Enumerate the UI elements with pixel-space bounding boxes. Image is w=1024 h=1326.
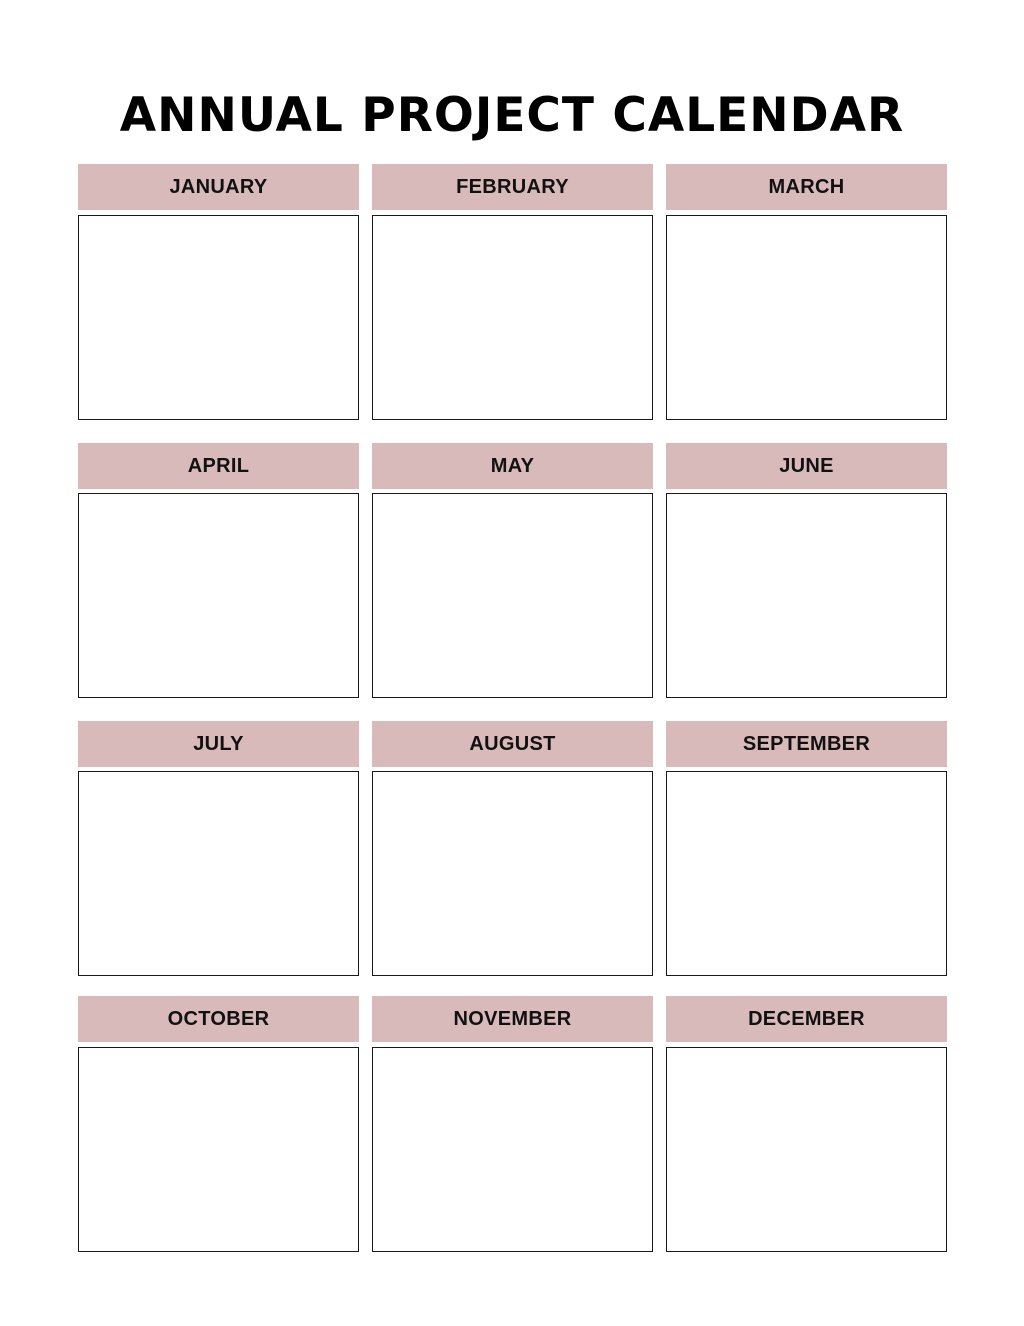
- month-october: [78, 996, 359, 1042]
- month-header: MARCH: [666, 164, 947, 210]
- month-notes-box[interactable]: [78, 493, 359, 698]
- month-notes-box[interactable]: [372, 771, 653, 976]
- month-header: FEBRUARY: [372, 164, 653, 210]
- month-header: MAY: [372, 443, 653, 489]
- month-notes-box[interactable]: [666, 1047, 947, 1252]
- month-july: [78, 721, 359, 767]
- month-november: [372, 996, 653, 1042]
- month-march: [666, 164, 947, 210]
- month-december: [666, 996, 947, 1042]
- month-notes-box[interactable]: [78, 1047, 359, 1252]
- month-header: JUNE: [666, 443, 947, 489]
- month-may: [372, 443, 653, 489]
- month-june: [666, 443, 947, 489]
- month-notes-box[interactable]: [372, 215, 653, 420]
- month-notes-box[interactable]: [666, 215, 947, 420]
- month-header: NOVEMBER: [372, 996, 653, 1042]
- month-header: AUGUST: [372, 721, 653, 767]
- month-notes-box[interactable]: [372, 1047, 653, 1252]
- month-september: [666, 721, 947, 767]
- month-notes-box[interactable]: [666, 493, 947, 698]
- month-header: JANUARY: [78, 164, 359, 210]
- month-notes-box[interactable]: [372, 493, 653, 698]
- month-notes-box[interactable]: [666, 771, 947, 976]
- month-header: SEPTEMBER: [666, 721, 947, 767]
- month-notes-box[interactable]: [78, 771, 359, 976]
- month-header: DECEMBER: [666, 996, 947, 1042]
- month-header: JULY: [78, 721, 359, 767]
- page-title: ANNUAL PROJECT CALENDAR: [119, 88, 905, 143]
- month-august: [372, 721, 653, 767]
- month-april: [78, 443, 359, 489]
- month-header: APRIL: [78, 443, 359, 489]
- month-header: OCTOBER: [78, 996, 359, 1042]
- month-january: [78, 164, 359, 210]
- month-february: [372, 164, 653, 210]
- month-notes-box[interactable]: [78, 215, 359, 420]
